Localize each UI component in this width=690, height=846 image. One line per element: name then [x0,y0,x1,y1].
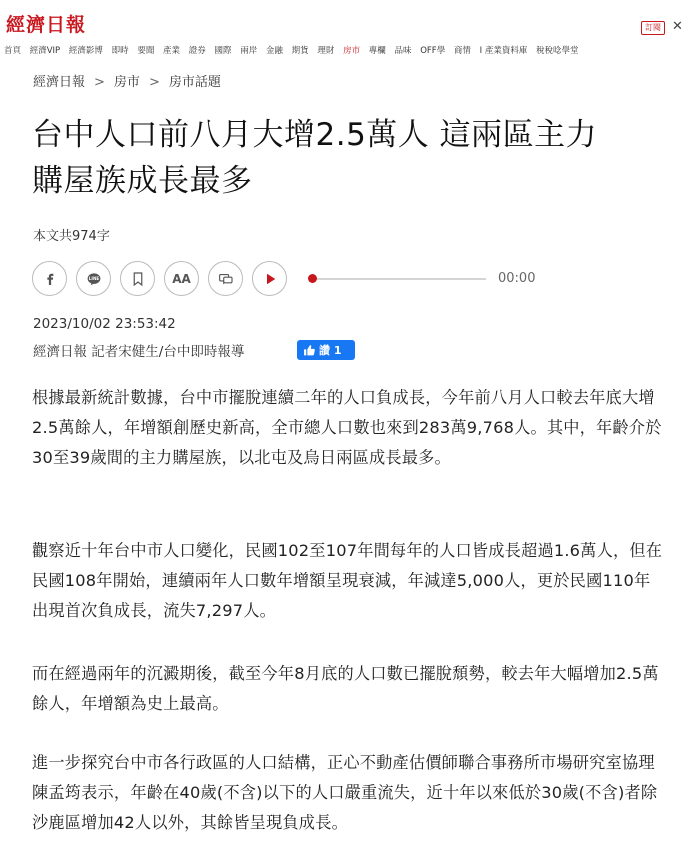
line-share-button[interactable] [76,261,111,296]
nav-item[interactable]: 經濟VIP [29,46,61,56]
comment-button[interactable] [208,261,243,296]
close-icon[interactable]: ✕ [672,19,683,34]
article-title-line: 台中人口前八月大增2.5萬人 這兩區主力 [32,117,598,153]
breadcrumb-item[interactable]: 經濟日報 [33,75,86,90]
nav-item[interactable]: 產業 [163,46,181,56]
nav-item[interactable]: 稅稅唸學堂 [536,46,579,56]
nav-item[interactable]: 理財 [317,46,335,56]
breadcrumb-item[interactable]: 房市 [113,75,140,90]
article-title-line: 購屋族成長最多 [32,163,253,199]
article-paragraph: 而在經過兩年的沉澱期後，截至今年8月底的人口數已擺脫頹勢，較去年大幅增加2.5萬餘人，年增額為史上最高。 [32,664,659,713]
article-byline: 經濟日報 記者宋健生/台中即時報導 [33,344,245,360]
audio-progress-track[interactable] [311,278,486,280]
font-size-icon: AA [172,271,191,286]
nav-item[interactable]: 金融 [265,46,283,56]
word-count: 本文共974字 [33,229,110,244]
facebook-icon [41,270,59,288]
nav-item[interactable]: 即時 [111,46,129,56]
nav-item[interactable]: 兩岸 [240,46,258,56]
facebook-like-button[interactable] [297,340,355,360]
breadcrumb-separator: > [94,75,105,90]
like-count: 讚 1 [319,344,342,357]
nav-item[interactable]: 品味 [394,46,412,56]
facebook-share-button[interactable] [32,261,67,296]
thumbs-up-icon [303,344,316,357]
article-paragraph: 根據最新統計數據，台中市擺脫連續二年的人口負成長，今年前八月人口較去年底大增2.5萬餘人，年增額創歷史新高，全市總人口數也來到283萬9,768人。其中，年齡介於30至39歲間的主力購屋族，以北屯及烏日兩區成長最多。 [32,388,662,467]
article-paragraph: 觀察近十年台中市人口變化，民國102至107年間每年的人口皆成長超過1.6萬人，但在民國108年開始，連續兩年人口數年增額呈現衰減，年減達5,000人，更於民國110年出現首次負成長，流失7,297人。 [32,541,663,620]
audio-progress-handle[interactable] [308,274,317,283]
nav-item[interactable]: 專欄 [368,46,386,56]
play-icon [261,270,279,288]
font-size-button[interactable] [164,261,199,296]
nav-item[interactable]: 期貨 [291,46,309,56]
bookmark-icon [129,270,147,288]
comment-icon [217,270,235,288]
nav-item-active[interactable]: 房市 [343,46,361,56]
site-logo[interactable]: 經濟日報 [6,14,87,36]
article-toolbar [32,261,552,297]
article-paragraph: 進一步探究台中市各行政區的人口結構，正心不動產估價師聯合事務所市場研究室協理陳孟筠表示，年齡在40歲(不含)以下的人口嚴重流失，近十年以來低於30歲(不含)者除沙鹿區增加42人以外，其餘皆呈現負成長。 [32,753,658,832]
nav-item[interactable]: 要聞 [137,46,155,56]
bookmark-button[interactable] [120,261,155,296]
article-title [32,112,652,204]
site-header [0,0,690,40]
nav-item[interactable]: I 產業資料庫 [479,46,528,56]
audio-play-button[interactable] [252,261,287,296]
breadcrumb-separator: > [148,75,160,90]
publish-datetime: 2023/10/02 23:53:42 [33,316,176,332]
breadcrumb [33,74,221,92]
subscribe-button[interactable]: 訂閱 [641,21,665,35]
line-icon [85,270,103,288]
nav-item[interactable]: 國際 [214,46,232,56]
nav-item[interactable]: 商情 [453,46,471,56]
nav-item[interactable]: 首頁 [4,46,22,56]
breadcrumb-item[interactable]: 房市話題 [168,75,221,90]
svg-text:LINE: LINE [88,275,99,281]
main-nav [4,44,585,58]
audio-time: 00:00 [498,271,536,286]
nav-item[interactable]: 證券 [188,46,206,56]
nav-item[interactable]: 經濟影博 [68,46,103,56]
nav-item[interactable]: OFF學 [420,46,446,56]
